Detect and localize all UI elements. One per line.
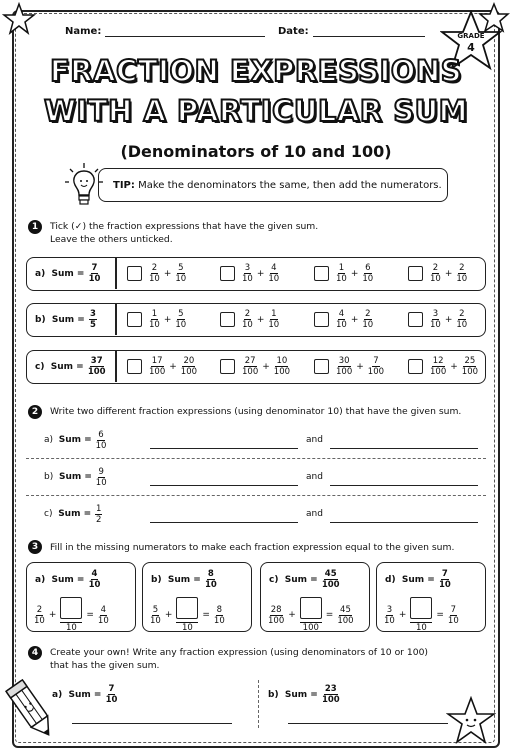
fraction-expression: [149, 597, 226, 633]
numerator: 25: [464, 356, 476, 366]
result-fraction: [337, 605, 353, 626]
numerator: 7: [373, 356, 379, 366]
fraction: [274, 356, 290, 377]
fraction-option: [127, 351, 198, 382]
sum-text: Sum =: [401, 574, 435, 585]
denominator: 10: [242, 320, 253, 330]
numerator: 45: [340, 604, 351, 615]
denominator: 10: [95, 477, 107, 488]
sum-text: Sum =: [51, 314, 85, 325]
blank-fraction: [410, 597, 432, 633]
sum-text: Sum =: [284, 689, 318, 700]
card-label: b): [151, 574, 162, 585]
sum-fraction: [96, 430, 107, 451]
row-label: a): [44, 435, 54, 445]
fraction: [268, 263, 279, 284]
denominator: 10: [181, 623, 193, 633]
numerator: 1: [271, 309, 277, 319]
fraction: [242, 263, 253, 284]
denominator: 10: [268, 320, 280, 330]
sum-fraction: [322, 569, 340, 590]
given-fraction: [268, 605, 284, 626]
denominator: 10: [149, 274, 160, 284]
denominator: 100: [87, 367, 106, 377]
fraction: [430, 263, 441, 284]
plus-sign: +: [444, 268, 453, 279]
denominator: 10: [336, 320, 347, 330]
fraction: [456, 263, 467, 284]
q2-instruction: Write two different fraction expressions (using denominator 10) that have the given sum.: [50, 406, 462, 417]
divider: [258, 680, 259, 728]
q2-row-label: [44, 462, 164, 492]
pencil-icon: [4, 676, 63, 746]
numerator: 45: [324, 569, 337, 579]
fraction-option: [408, 304, 468, 335]
denominator: 10: [88, 274, 101, 284]
numerator: 7: [108, 684, 115, 694]
and-label: and: [306, 435, 323, 445]
tip-text: Make the denominators the same, then add the numerators.: [138, 180, 442, 191]
sum-label: [35, 351, 107, 382]
denominator: 10: [175, 320, 187, 330]
numerator-answer-box[interactable]: [60, 597, 82, 619]
numerator: 2: [151, 263, 158, 273]
card-label: c): [269, 574, 279, 585]
fraction: [368, 356, 384, 377]
given-fraction: [150, 605, 161, 626]
numerator: 4: [338, 309, 345, 319]
denominator: 100: [461, 367, 479, 377]
denominator: 10: [336, 274, 347, 284]
plus-sign: +: [163, 268, 172, 279]
sum-text: Sum =: [68, 689, 102, 700]
missing-numerator-card: [260, 562, 370, 632]
denominator: 5: [89, 320, 96, 330]
numerator: 3: [386, 604, 393, 615]
tick-checkbox[interactable]: [127, 266, 142, 281]
denominator: 10: [150, 615, 161, 626]
answer-line[interactable]: [330, 447, 478, 449]
numerator: 4: [100, 604, 107, 615]
numerator: 2: [244, 309, 251, 319]
question-number: 1: [28, 220, 42, 234]
plus-sign: +: [48, 610, 57, 620]
answer-line[interactable]: [330, 484, 478, 486]
denominator: 100: [242, 367, 259, 377]
numerator: 4: [91, 569, 98, 579]
sum-label: [35, 258, 101, 289]
smiling-star-icon: [446, 696, 496, 746]
sum-fraction: [88, 356, 106, 377]
q1-row: [26, 303, 486, 337]
answer-line[interactable]: [150, 484, 298, 486]
equals-sign: =: [436, 610, 444, 620]
numerator: 23: [324, 684, 337, 694]
fraction: [336, 356, 352, 377]
q2-row-label: [44, 499, 164, 529]
plus-sign: +: [398, 610, 407, 620]
sum-fraction: [89, 263, 101, 284]
denominator: 10: [175, 274, 187, 284]
q3-instruction: Fill in the missing numerators to make each fraction expression equal to the given sum.: [50, 542, 455, 553]
numerator: 10: [276, 356, 288, 366]
q1-row: [26, 257, 486, 291]
answer-line[interactable]: [288, 722, 448, 724]
numerator: 2: [459, 263, 465, 273]
denominator: 100: [302, 623, 319, 633]
denominator: 10: [430, 320, 441, 330]
page-title-line2: WITH A PARTICULAR SUM: [43, 94, 469, 128]
plus-sign: +: [450, 361, 458, 372]
q4-text-line1: Create your own! Write any fraction expression (using denominators of 10 or 100): [50, 647, 429, 658]
sum-fraction: [95, 504, 102, 525]
denominator: 10: [65, 623, 77, 633]
name-field[interactable]: [65, 26, 265, 37]
fraction: [175, 263, 186, 284]
numerator-box-wrap: [176, 597, 198, 623]
numerator: 17: [151, 356, 163, 366]
grade-label: GRADE: [457, 32, 485, 40]
row-label: a): [35, 268, 46, 279]
numerator: 2: [432, 263, 439, 273]
sum-fraction: [439, 569, 451, 590]
denominator: 100: [268, 615, 285, 626]
blank-fraction: [176, 597, 198, 633]
fraction: [456, 309, 467, 330]
q1-text-line1: Tick (✓) the fraction expressions that have the given sum.: [50, 221, 319, 232]
tick-checkbox[interactable]: [408, 312, 423, 327]
tick-checkbox[interactable]: [127, 359, 142, 374]
item-label: b): [268, 689, 279, 700]
fraction: [462, 356, 478, 377]
fraction-option: [220, 258, 280, 289]
denominator: 100: [430, 367, 447, 377]
name-line[interactable]: [105, 26, 265, 37]
divider: [115, 258, 117, 289]
numerator: 3: [89, 309, 96, 319]
sum-text: Sum =: [284, 574, 318, 585]
plus-sign: +: [350, 268, 359, 279]
date-line[interactable]: [313, 26, 425, 37]
numerator: 1: [151, 309, 158, 319]
sum-label: [151, 569, 218, 590]
numerator: 8: [216, 604, 223, 615]
sum-fraction: [96, 467, 107, 488]
question-number: 2: [28, 405, 42, 419]
answer-line[interactable]: [150, 521, 298, 523]
and-label: and: [306, 472, 323, 482]
plus-sign: +: [444, 314, 453, 325]
denominator: 10: [95, 440, 107, 451]
sum-fraction: [322, 684, 340, 705]
sum-text: Sum =: [58, 435, 92, 445]
q1-text-line2: Leave the others unticked.: [50, 234, 173, 245]
denominator: 10: [34, 615, 45, 626]
numerator: 37: [90, 356, 103, 366]
missing-numerator-card: [376, 562, 486, 632]
fraction-option: [127, 258, 187, 289]
numerator: 7: [441, 569, 448, 579]
plus-sign: +: [356, 361, 364, 372]
equals-sign: =: [202, 610, 210, 620]
denominator: 10: [362, 320, 374, 330]
tip-label: TIP:: [113, 180, 135, 191]
plus-sign: +: [164, 610, 173, 620]
plus-sign: +: [350, 314, 359, 325]
numerator: 3: [432, 309, 439, 319]
numerator: 30: [338, 356, 350, 366]
item-label: a): [52, 689, 63, 700]
answer-line[interactable]: [330, 521, 478, 523]
tick-checkbox[interactable]: [408, 359, 423, 374]
numerator: 27: [244, 356, 256, 366]
plus-sign: +: [169, 361, 177, 372]
denominator: 100: [367, 367, 385, 377]
q4-text-line2: that has the given sum.: [50, 660, 160, 671]
plus-sign: +: [256, 314, 265, 325]
denominator: 10: [430, 274, 441, 284]
divider: [115, 351, 117, 382]
denominator: 10: [456, 274, 468, 284]
given-fraction: [384, 605, 395, 626]
numerator: 7: [91, 263, 98, 273]
denominator: 10: [105, 695, 118, 705]
plus-sign: +: [288, 610, 296, 620]
answer-line[interactable]: [72, 722, 232, 724]
numerator: 9: [98, 466, 104, 477]
q2-row-label: [44, 425, 164, 455]
blank-fraction: [60, 597, 82, 633]
row-divider: [26, 458, 486, 459]
fraction-option: [220, 351, 291, 382]
fraction: [336, 263, 347, 284]
denominator: 10: [213, 615, 225, 626]
fraction: [430, 309, 441, 330]
denominator: 100: [321, 695, 340, 705]
q4-item-label: [52, 684, 118, 705]
equals-sign: =: [325, 610, 334, 620]
fraction-option: [127, 304, 187, 335]
numerator: 5: [178, 309, 184, 319]
q1-row: [26, 350, 486, 384]
numerator: 1: [96, 503, 102, 514]
numerator-answer-box[interactable]: [176, 597, 198, 619]
denominator: 10: [97, 615, 109, 626]
fraction-expression: [383, 597, 460, 633]
date-field[interactable]: [278, 26, 425, 37]
sum-text: Sum =: [167, 574, 201, 585]
fraction: [362, 309, 373, 330]
divider: [115, 304, 117, 335]
denominator: 2: [96, 514, 102, 525]
numerator: 1: [338, 263, 345, 273]
tick-checkbox[interactable]: [314, 312, 329, 327]
missing-numerator-card: [142, 562, 252, 632]
denominator: 100: [336, 367, 353, 377]
denominator: 10: [268, 274, 280, 284]
tick-checkbox[interactable]: [220, 359, 235, 374]
sum-text: Sum =: [50, 361, 84, 372]
question-number: 4: [28, 646, 42, 660]
numerator: 3: [244, 263, 251, 273]
numerator-box-wrap: [300, 597, 322, 623]
denominator: 10: [149, 320, 160, 330]
row-label: c): [44, 509, 53, 519]
blank-fraction: [300, 597, 322, 633]
tick-checkbox[interactable]: [314, 266, 329, 281]
denominator: 10: [415, 623, 427, 633]
denominator: 100: [337, 615, 354, 626]
denominator: 100: [149, 367, 166, 377]
sum-text: Sum =: [58, 472, 92, 482]
fraction-option: [314, 351, 385, 382]
denominator: 10: [438, 580, 451, 590]
numerator: 7: [450, 604, 457, 615]
card-label: a): [35, 574, 46, 585]
numerator-box-wrap: [60, 597, 82, 623]
numerator: 6: [98, 429, 104, 440]
fraction-option: [408, 258, 468, 289]
numerator: 2: [459, 309, 465, 319]
sum-label: [35, 304, 98, 335]
denominator: 10: [88, 580, 101, 590]
name-label: Name:: [65, 26, 102, 37]
fraction: [336, 309, 347, 330]
fraction: [149, 356, 165, 377]
fraction: [430, 356, 446, 377]
denominator: 100: [180, 367, 198, 377]
denominator: 10: [362, 274, 374, 284]
fraction: [242, 356, 258, 377]
q1-instruction: [50, 220, 318, 246]
result-fraction: [448, 605, 459, 626]
answer-line[interactable]: [150, 447, 298, 449]
numerator: 4: [271, 263, 277, 273]
sum-text: Sum =: [51, 574, 85, 585]
denominator: 10: [447, 615, 459, 626]
q4-instruction: [50, 646, 428, 672]
numerator-answer-box[interactable]: [410, 597, 432, 619]
fraction-option: [314, 304, 374, 335]
fraction: [149, 263, 160, 284]
equals-sign: =: [86, 610, 94, 620]
sum-fraction: [205, 569, 217, 590]
star-icon: [2, 2, 36, 36]
sum-fraction: [106, 684, 118, 705]
sum-text: Sum =: [58, 509, 92, 519]
numerator-answer-box[interactable]: [300, 597, 322, 619]
fraction-expression: [267, 597, 355, 633]
numerator: 2: [365, 309, 371, 319]
denominator: 100: [273, 367, 291, 377]
date-label: Date:: [278, 26, 309, 37]
fraction-option: [314, 258, 374, 289]
numerator: 20: [183, 356, 195, 366]
tick-checkbox[interactable]: [220, 312, 235, 327]
missing-numerator-card: [26, 562, 136, 632]
fraction: [149, 309, 160, 330]
numerator: 2: [36, 604, 43, 615]
plus-sign: +: [256, 268, 265, 279]
fraction: [175, 309, 186, 330]
denominator: 100: [321, 580, 340, 590]
numerator: 6: [365, 263, 371, 273]
sum-label: [35, 569, 101, 590]
plus-sign: +: [262, 361, 270, 372]
row-label: b): [44, 472, 54, 482]
tick-checkbox[interactable]: [314, 359, 329, 374]
sum-label: [269, 569, 341, 590]
numerator: 28: [270, 604, 282, 615]
numerator: 5: [152, 604, 159, 615]
row-label: b): [35, 314, 46, 325]
denominator: 10: [204, 580, 217, 590]
result-fraction: [214, 605, 225, 626]
tick-checkbox[interactable]: [127, 312, 142, 327]
card-label: d): [385, 574, 396, 585]
row-label: c): [35, 361, 45, 372]
numerator: 12: [432, 356, 444, 366]
fraction-option: [220, 304, 280, 335]
fraction-expression: [33, 597, 110, 633]
fraction: [242, 309, 253, 330]
fraction-option: [408, 351, 479, 382]
fraction: [268, 309, 279, 330]
sum-fraction: [89, 569, 101, 590]
tip-box: [98, 168, 448, 202]
fraction: [181, 356, 197, 377]
denominator: 10: [242, 274, 253, 284]
and-label: and: [306, 509, 323, 519]
result-fraction: [98, 605, 109, 626]
question-number: 3: [28, 540, 42, 554]
tick-checkbox[interactable]: [408, 266, 423, 281]
fraction: [362, 263, 373, 284]
numerator: 5: [178, 263, 184, 273]
q4-item-label: [268, 684, 341, 705]
sum-label: [385, 569, 452, 590]
row-divider: [26, 495, 486, 496]
page-title-line1: FRACTION EXPRESSIONS: [49, 54, 463, 88]
plus-sign: +: [163, 314, 172, 325]
page-subtitle: (Denominators of 10 and 100): [120, 142, 392, 161]
numerator: 8: [207, 569, 214, 579]
sum-fraction: [89, 309, 97, 330]
tick-checkbox[interactable]: [220, 266, 235, 281]
numerator-box-wrap: [410, 597, 432, 623]
denominator: 10: [456, 320, 468, 330]
given-fraction: [34, 605, 45, 626]
grade-value: 4: [467, 41, 475, 54]
denominator: 10: [384, 615, 395, 626]
sum-text: Sum =: [51, 268, 85, 279]
